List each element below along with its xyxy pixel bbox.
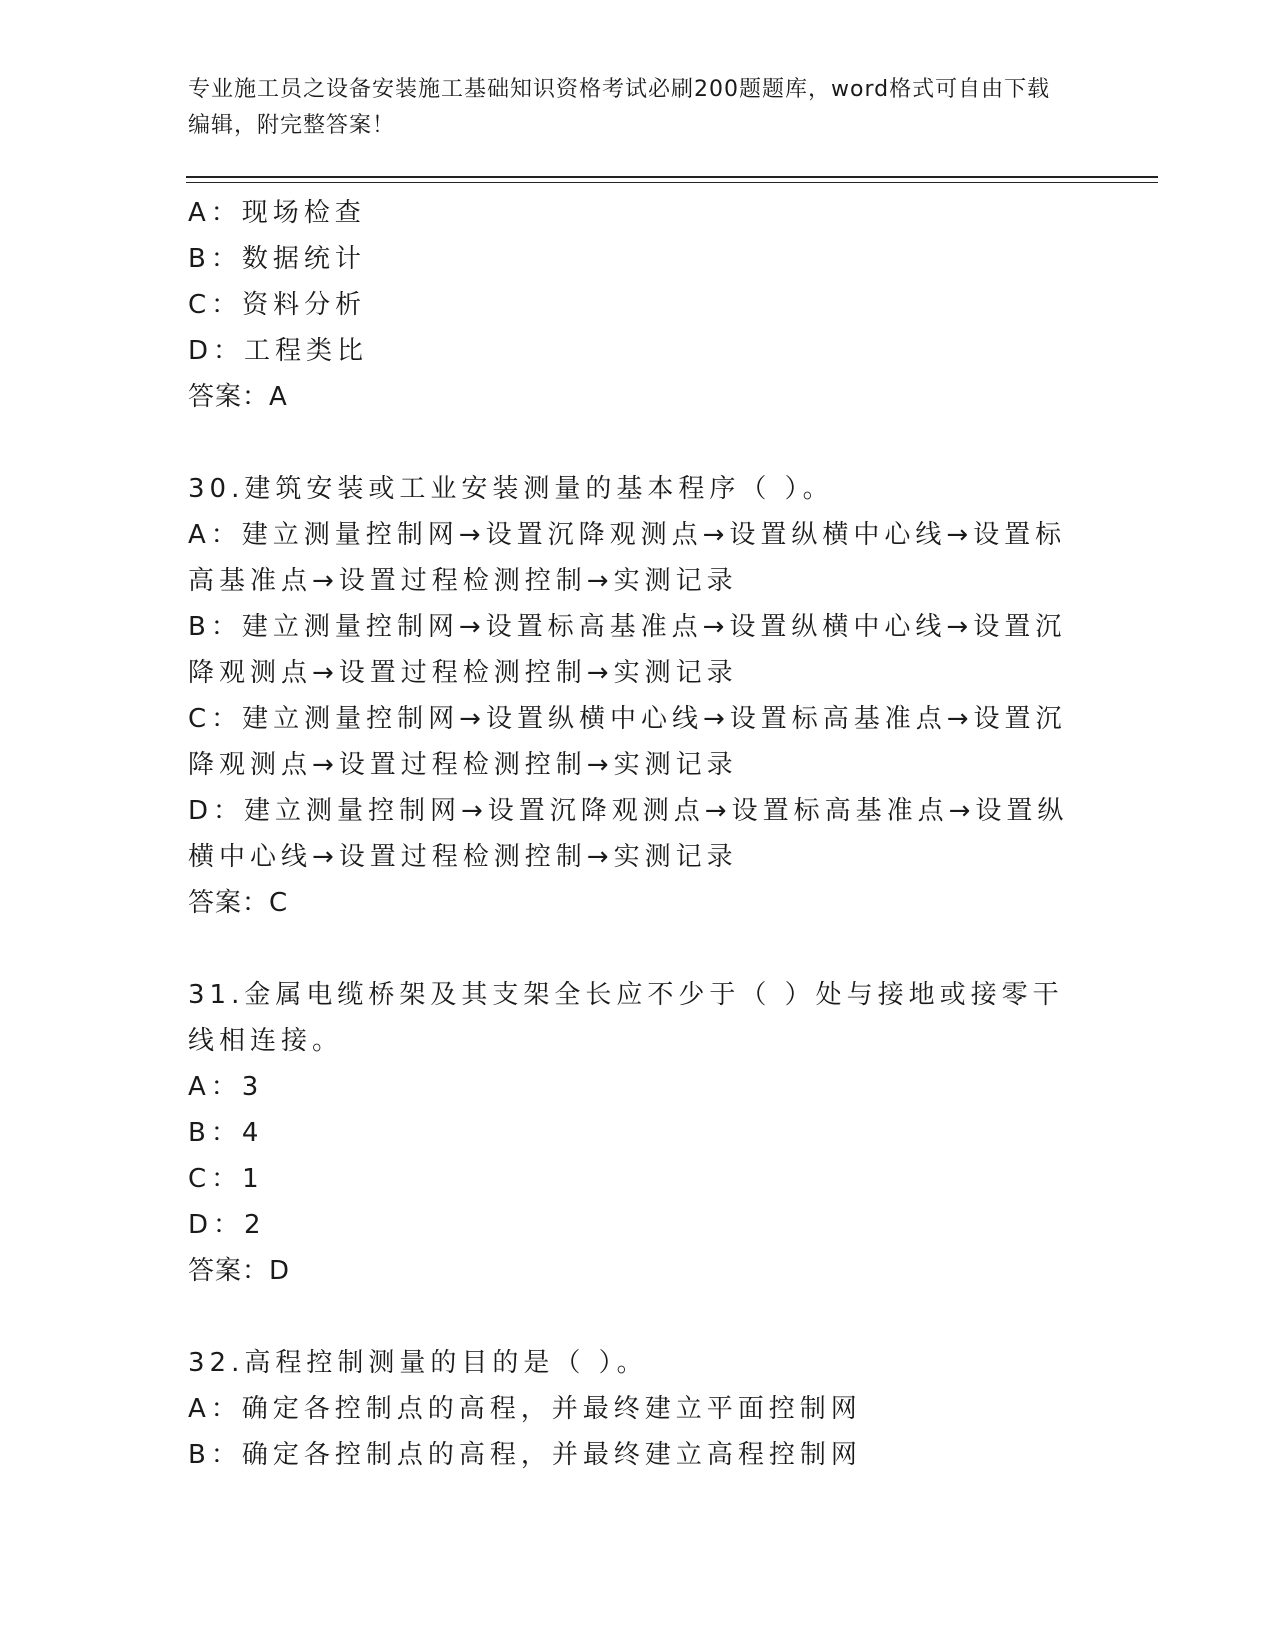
question-content <box>188 190 1088 1478</box>
answer-value: D <box>269 1256 291 1286</box>
option-b: B：数据统计 <box>188 244 366 274</box>
answer-label: 答案： <box>188 382 270 412</box>
question-block-32 <box>188 1340 1088 1478</box>
option-d: D：建立测量控制网→设置沉降观测点→设置标高基准点→设置纵横中心线→设置过程检测控制→实测记录 <box>188 796 1069 872</box>
option-d: D：2 <box>188 1210 266 1240</box>
option-b: B：建立测量控制网→设置标高基准点→设置纵横中心线→设置沉降观测点→设置过程检测控制→实测记录 <box>188 612 1067 688</box>
answer-value: C <box>269 888 289 918</box>
option-d: D：工程类比 <box>188 336 369 366</box>
document-header: 专业施工员之设备安装施工基础知识资格考试必刷200题题库，word格式可自由下载编辑，附完整答案！ <box>188 77 1051 138</box>
option-c: C：建立测量控制网→设置纵横中心线→设置标高基准点→设置沉降观测点→设置过程检测控制→实测记录 <box>188 704 1067 780</box>
option-c: C：资料分析 <box>188 290 367 320</box>
question-stem: 30.建筑安装或工业安装测量的基本程序（ ）。 <box>188 474 834 504</box>
option-a: A：3 <box>188 1072 264 1102</box>
header-divider-thick <box>186 176 1158 178</box>
answer-line <box>188 374 1088 420</box>
answer-line <box>188 1248 1088 1294</box>
option-a: A：现场检查 <box>188 198 366 228</box>
option-a: A：建立测量控制网→设置沉降观测点→设置纵横中心线→设置标高基准点→设置过程检测控制→实测记录 <box>188 520 1067 596</box>
header-divider-thin <box>186 182 1158 183</box>
answer-label: 答案： <box>188 888 270 918</box>
answer-label: 答案： <box>188 1256 270 1286</box>
answer-line <box>188 880 1088 926</box>
question-stem: 31.金属电缆桥架及其支架全长应不少于（ ）处与接地或接零干线相连接。 <box>188 980 1064 1056</box>
option-a: A：确定各控制点的高程，并最终建立平面控制网 <box>188 1394 862 1424</box>
question-block-31 <box>188 972 1088 1294</box>
answer-value: A <box>269 382 288 412</box>
question-stem: 32.高程控制测量的目的是（ ）。 <box>188 1348 648 1378</box>
option-b: B：4 <box>188 1118 264 1148</box>
question-block-29-continued <box>188 190 1088 420</box>
option-c: C：1 <box>188 1164 264 1194</box>
option-b: B：确定各控制点的高程，并最终建立高程控制网 <box>188 1440 862 1470</box>
question-block-30 <box>188 466 1088 926</box>
